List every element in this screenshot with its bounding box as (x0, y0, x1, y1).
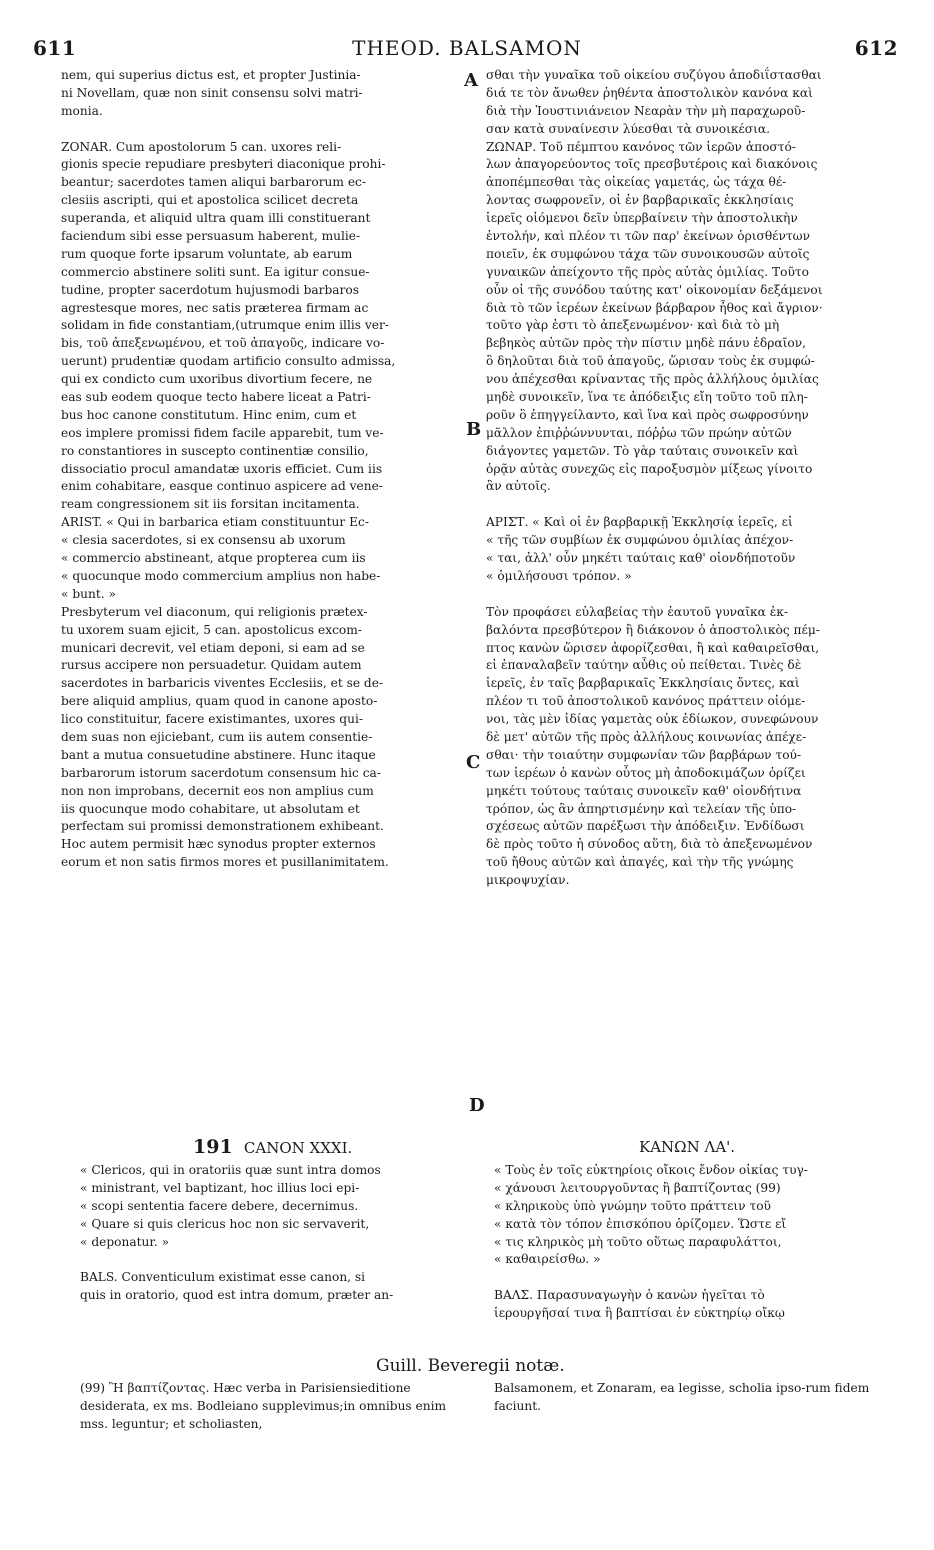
canon-greek-text (494, 1162, 894, 1323)
text-line: ni Novellam, quæ non sinit consensu solvi matri- (61, 85, 363, 100)
canon-line: « κατὰ τὸν τόπον ἐπισκόπου ὁρίζομεν. Ὥστε εἴ (494, 1216, 787, 1231)
canon-line: « ministrant, vel baptizant, hoc illius loci epi- (80, 1180, 360, 1195)
notes-left (80, 1380, 464, 1434)
text-line (486, 586, 896, 604)
canon-line (80, 1251, 460, 1269)
text-line: iis quocunque modo cohabitare, ut absolutam et (61, 801, 360, 816)
text-line: λοντας σωφρονεῖν, οἱ ἐν βαρβαρικαῖς ἐκκλησίαις (486, 193, 794, 208)
text-line: bis, τοῦ ἀπεξενωμένου, et τοῦ ἀπαγοῦς, indicare vo- (61, 336, 385, 351)
text-line: νοι, τὰς μὲν ἰδίας γαμετὰς οὐκ ἐδίωκον, συνεφώνουν (486, 712, 819, 727)
text-line: « ται, ἀλλ' οὖν μηκέτι ταύταις καθ' οἱονδήποτοῦν (486, 551, 796, 566)
canon-greek-title: ΚΑΝΩΝ ΛΑ'. (639, 1138, 736, 1156)
text-line: qui ex condicto cum uxoribus divortium fecere, ne (61, 372, 373, 387)
text-line: tudine, propter sacerdotum hujusmodi barbaros (61, 282, 359, 297)
canon-line: « deponatur. » (80, 1234, 170, 1249)
text-line: βεβηκὸς αὐτῶν πρὸς τὴν πίστιν μηδὲ πάνυ ἑδραῖον, (486, 336, 806, 351)
text-line: ZONAR. Cum apostolorum 5 can. uxores reli- (61, 139, 342, 154)
text-line: σθαι· τὴν τοιαύτην συμφωνίαν τῶν βαρβάρων τού- (486, 747, 802, 762)
text-line: bant a mutua consuetudine abstinere. Hunc itaque (61, 747, 376, 762)
text-line: solidam in fide constantiam,(utrumque enim illis ver- (61, 318, 389, 333)
text-line: commercio abstinere soliti sunt. Ea igitur consue- (61, 264, 370, 279)
canon-line: quis in oratorio, quod est intra domum, præter an- (80, 1288, 394, 1303)
canon-latin-title: CANON XXXI. (243, 1139, 353, 1157)
text-line: Τὸν προφάσει εὐλαβείας τὴν ἑαυτοῦ γυναῖκα ἐκ- (486, 604, 789, 619)
text-line: μικροψυχίαν. (486, 873, 570, 888)
text-line: eas sub eodem quoque tecto habere liceat a Patri- (61, 390, 371, 405)
running-title: THEOD. BALSAMON (352, 36, 582, 60)
note-line: editione desiderata, ex ms. Bodleiano supplevimus; (80, 1381, 411, 1413)
canon-latin-text (80, 1162, 460, 1305)
text-line: agrestesque mores, nec satis præterea firmam ac (61, 300, 369, 315)
text-line: δὲ μετ' αὐτῶν τῆς πρὸς ἀλλήλους κοινωνίας ἀπέχε- (486, 729, 807, 744)
text-line: dissociatio procul amandatæ uxoris efficiet. Cum iis (61, 461, 383, 476)
text-line: ἀποπέμπεσθαι τὰς οἰκείας γαμετάς, ὡς τάχα θέ- (486, 175, 787, 190)
text-line (486, 496, 896, 514)
text-line: sacerdotes in barbaricis viventes Ecclesiis, et se de- (61, 676, 384, 691)
text-line: « quocunque modo commercium amplius non habe- (61, 568, 381, 583)
text-line: gionis specie repudiare presbyteri diaconique prohi- (61, 157, 386, 172)
text-line: « commercio abstineant, atque propterea cum iis (61, 551, 366, 566)
text-line: ΖΩΝΑΡ. Τοῦ πέμπτου κανόνος τῶν ἱερῶν ἀποστό- (486, 139, 796, 154)
text-line: ὁρᾷν αὐτὰς συνεχῶς εἰς παροξυσμὸν μίξεως γίνοιτο (486, 461, 813, 476)
canon-line: ΒΑΛΣ. Παρασυναγωγὴν ὁ κανὼν ἡγεῖται τὸ (494, 1288, 765, 1303)
text-line: rursus accipere non persuadetur. Quidam autem (61, 658, 362, 673)
canon-heading-latin (193, 1136, 352, 1158)
text-line: non non improbans, decernit eos non amplius cum (61, 783, 374, 798)
text-line: dem suas non ejiciebant, cum iis autem consentie- (61, 729, 373, 744)
text-line: γυναικῶν ἀπείχοντο τῆς πρὸς αὐτὰς ὁμιλίας. Τοῦτο (486, 264, 809, 279)
text-line (61, 121, 458, 139)
text-line: σχέσεως αὐτῶν παρέξωσι τὴν ἀπόδειξιν. Ἐνδίδωσι (486, 819, 805, 834)
latin-column (61, 67, 458, 872)
note-line: (99) Ἢ βαπτίζοντας. Hæc verba in Parisiensi (80, 1381, 361, 1395)
text-line: των ἱερέων ὁ κανὼν οὗτος μὴ ἀποδοκιμάζων ὁρίζει (486, 765, 806, 780)
text-line: Hoc autem permisit hæc synodus propter externos (61, 837, 376, 852)
text-line: ἐντολήν, καὶ πλέον τι τῶν παρ' ἐκείνων ὁρισθέντων (486, 229, 810, 244)
text-line: πλέον τι τοῦ ἀποστολικοῦ κανόνος πράττειν οἰόμε- (486, 694, 806, 709)
text-line: ποιεῖν, ἐκ συμφώνου τάχα τῶν συνοικουσῶν αὐτοῖς (486, 246, 810, 261)
text-line: « ὁμιλήσουσι τρόπον. » (486, 568, 632, 583)
text-line: superanda, et aliquid ultra quam illi constituerant (61, 211, 371, 226)
text-line: ἱερεῖς οἰόμενοι δεῖν ὑπερβαίνειν τὴν ἀποστολικὴν (486, 211, 798, 226)
canon-line: BALS. Conventiculum existimat esse canon, si (80, 1270, 366, 1285)
text-line: σθαι τὴν γυναῖκα τοῦ οἰκείου συζύγου ἀποδιΐστασθαι (486, 68, 822, 82)
text-line: τοῦτο γὰρ ἐστι τὸ ἀπεξενωμένον· καὶ διὰ τὸ μὴ (486, 318, 780, 333)
text-line: perfectam sui promissi demonstrationem exhibeant. (61, 819, 384, 834)
text-line: ARIST. « Qui in barbarica etiam constituuntur Ec- (61, 515, 369, 530)
text-line: ἂν αὐτοῖς. (486, 479, 551, 494)
text-line: enim cohabitare, easque continuo aspicere ad vene- (61, 479, 383, 494)
text-line: eorum et non satis firmos mores et pusillanimitatem. (61, 855, 389, 870)
text-line: « τῆς τῶν συμβίων ἐκ συμφώνου ὁμιλίας ἀπέχον- (486, 533, 794, 548)
text-line: ro constantiores in suscepto continentiæ consilio, (61, 443, 369, 458)
text-line: δὲ πρὸς τοῦτο ἡ σύνοδος αὕτη, διὰ τὸ ἀπεξενωμένον (486, 837, 813, 852)
text-line: Presbyterum vel diaconum, qui religionis prætex- (61, 604, 368, 619)
text-line: ἱερεῖς, ἐν ταῖς βαρβαρικαῖς Ἐκκλησίαις ὄντες, καὶ (486, 676, 800, 691)
canon-line: « κληρικοὺς ὑπὸ γνώμην τοῦτο πράττειν τοῦ (494, 1198, 771, 1213)
text-line: beantur; sacerdotes tamen aliqui barbarorum ec- (61, 175, 366, 190)
text-line: βαλόντα πρεσβύτερον ἢ διάκονον ὁ ἀποστολικὸς πέμ- (486, 622, 820, 637)
text-line: ΑΡΙΣΤ. « Καὶ οἱ ἐν βαρβαρικῇ Ἐκκλησίᾳ ἱερεῖς, εἰ (486, 515, 793, 530)
text-line: ream congressionem sit iis forsitan incitamenta. (61, 497, 360, 512)
text-line: lico constituitur, facere existimantes, uxores qui- (61, 712, 363, 727)
notes-right (494, 1380, 894, 1416)
text-line: τοῦ ἤθους αὐτῶν καὶ ἀπαγές, καὶ τὴν τῆς γνώμης (486, 855, 794, 870)
text-line: faciendum sibi esse persuasum haberent, mulie- (61, 229, 361, 244)
note-line: in omnibus enim mss. leguntur; et scholiasten, (80, 1398, 447, 1431)
canon-number: 191 (193, 1136, 233, 1158)
canon-line: « καθαιρείσθω. » (494, 1252, 601, 1267)
text-line: tu uxorem suam ejicit, 5 can. apostolicus excom- (61, 622, 362, 637)
text-line: εἰ ἐπαναλαβεῖν ταύτην αὖθις οὐ πείθεται. Τινὲς δὲ (486, 658, 802, 673)
margin-mark-d: D (469, 1095, 485, 1116)
text-line: τρόπον, ὡς ἂν ἀπηρτισμένην καὶ τελείαν τῆς ὑπο- (486, 801, 797, 816)
canon-line: « τις κληρικὸς μὴ τοῦτο οὕτως παραφυλάττοι, (494, 1234, 782, 1249)
note-line: Balsamonem, et Zonaram, ea legisse, scholia ipso- (494, 1381, 806, 1395)
canon-line: « Quare si quis clericus hoc non sic servaverit, (80, 1216, 370, 1231)
text-line: monia. (61, 103, 103, 118)
text-line: οὖν οἱ τῆς συνόδου ταύτης κατ' οἰκονομίαν δεξάμενοι (486, 282, 823, 297)
margin-mark-c: C (466, 752, 481, 773)
text-line: ὃ δηλοῦται διὰ τοῦ ἀπαγοῦς, ὥρισαν τοὺς ἐκ συμφώ- (486, 354, 815, 369)
text-line: μᾶλλον ἐπιῤῥώννυνται, πόῤῥω τῶν πρώην αὐτῶν (486, 425, 792, 440)
text-line: « bunt. » (61, 586, 116, 601)
text-line: nem, qui superius dictus est, et propter Justinia- (61, 68, 361, 82)
text-line: bus hoc canone constitutum. Hinc enim, cum et (61, 407, 357, 422)
text-line: clesiis ascripti, qui et apostolica scilicet decreta (61, 193, 359, 208)
canon-line: ἱερουργῆσαί τινα ἢ βαπτίσαι ἐν εὐκτηρίῳ οἴκῳ (494, 1306, 785, 1321)
text-line: bere aliquid amplius, quam quod in canone aposto- (61, 694, 378, 709)
canon-line: « χάνουσι λειτουργοῦντας ἢ βαπτίζοντας (99) (494, 1180, 781, 1195)
text-line: νου ἀπέχεσθαι κρίναντας τῆς πρὸς ἀλλήλους ὁμιλίας (486, 372, 819, 387)
text-line: uerunt) prudentiæ quodam artificio consulto admissa, (61, 354, 396, 369)
canon-line (494, 1269, 894, 1287)
text-line: διά τε τὸν ἄνωθεν ῥηθέντα ἀποστολικὸν κανόνα καὶ (486, 85, 813, 100)
text-line: μηδὲ συνοικεῖν, ἵνα τε ἀπόδειξις εἴη τοῦτο τοῦ πλη- (486, 390, 808, 405)
note-line: rum fidem faciunt. (494, 1381, 870, 1413)
text-line: λων ἀπαγορεύοντος τοῖς πρεσβυτέροις καὶ διακόνοις (486, 157, 818, 172)
greek-column (486, 67, 896, 890)
text-line: διάγοντες γαμετῶν. Τὸ γὰρ ταύταις συνοικεῖν καὶ (486, 443, 799, 458)
notes-heading: Guill. Beveregii notæ. (376, 1356, 565, 1376)
text-line: eos implere promissi fidem facile apparebit, tum ve- (61, 425, 384, 440)
text-line: ροῦν ὃ ἐπηγγείλαντο, καὶ ἵνα καὶ πρὸς σωφροσύνην (486, 407, 809, 422)
text-line: διὰ τὴν Ἰουστινιάνειον Νεαρὰν τὴν μὴ παραχωροῦ- (486, 103, 806, 118)
page-number-left: 611 (33, 36, 77, 60)
page-number-right: 612 (854, 36, 898, 60)
text-line: rum quoque forte ipsarum voluntate, ab earum (61, 246, 353, 261)
text-line: municari decrevit, vel etiam deponi, si eam ad se (61, 640, 365, 655)
text-line: μηκέτι τούτους ταύταις συνοικεῖν καθ' οἱονδήτινα (486, 783, 802, 798)
text-line: διὰ τὸ τῶν ἱερέων ἐκείνων βάρβαρον ἦθος καὶ ἄγριον· (486, 300, 823, 315)
canon-line: « Τοὺς ἐν τοῖς εὐκτηρίοις οἴκοις ἔνδον οἰκίας τυγ- (494, 1163, 808, 1177)
canon-line: « scopi sententia facere debere, decernimus. (80, 1198, 359, 1213)
canon-line: « Clericos, qui in oratoriis quæ sunt intra domos (80, 1163, 381, 1177)
margin-mark-b: B (466, 419, 482, 440)
text-line: πτος κανὼν ὥρισεν ἀφορίζεσθαι, ἢ καὶ καθαιρεῖσθαι, (486, 640, 820, 655)
text-line: barbarorum istorum sacerdotum consensum hic ca- (61, 765, 381, 780)
margin-mark-a: A (464, 70, 478, 91)
text-line: « clesia sacerdotes, si ex consensu ab uxorum (61, 533, 346, 548)
text-line: σαν κατὰ συναίνεσιν λύεσθαι τὰ συνοικέσια. (486, 121, 770, 136)
